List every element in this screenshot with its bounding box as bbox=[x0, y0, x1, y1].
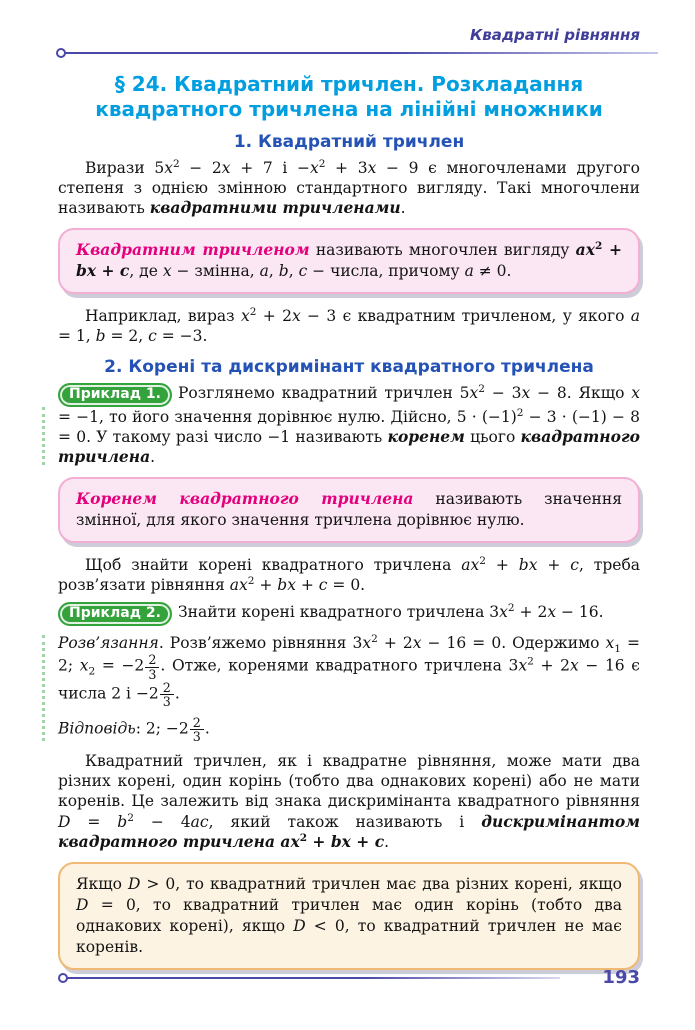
example-note-paragraph: Наприклад, вираз $x^2 + 2x - 3$ є квадратним тричленом, у якого a = 1, b = 2, c = −3. bbox=[58, 306, 640, 346]
definition-box-quadratic-trinomial bbox=[58, 228, 640, 294]
section-2-heading: 2. Корені та дискримінант квадратного тричлена bbox=[104, 356, 594, 377]
answer-paragraph: Відповідь: 2; −2 $\frac{2}{3}$ . bbox=[58, 714, 210, 744]
example-1-text: Розглянемо квадратний тричлен $5x^2 - 3x - 8$. Якщо x = −1, то його значення дорівнює нулю. Дійсно, $5 \cdot (-1)^2 - 3 \cdot (-1) - 8 = 0$. У такому разі число −1 називають коренем цього квадратного тричлена. bbox=[58, 382, 641, 467]
example-2-task bbox=[58, 602, 640, 627]
header-rule-line bbox=[64, 52, 658, 54]
dotted-guide-line bbox=[42, 635, 45, 741]
example-2-solution-block bbox=[58, 633, 640, 743]
header-rule bbox=[56, 48, 640, 58]
solution-paragraph: Розв’язання. Розв’яжемо рівняння $3x^2 + 2x - 16 = 0$. Одержимо $x_1 = 2$; $x_2 = -2$ $\frac{2}{3}$ . Отже, коренями квадратного тричлена $3x^2 + 2x - 16$ є числа 2 і −2 $\frac{2}{3}$ . bbox=[58, 632, 641, 710]
section-1-heading: 1. Квадратний тричлен bbox=[233, 132, 465, 152]
example-1-paragraph bbox=[58, 383, 640, 468]
definition-text: Квадратним тричленом називають многочлен вигляду $ax^2$ + bx + c, де x − змінна, a, b, c − числа, причому a ≠ 0. bbox=[76, 240, 622, 281]
page-number: 193 bbox=[602, 967, 640, 988]
definition-text: Коренем квадратного тричлена називають значення змінної, для якого значення тричлена дорівнює нулю. bbox=[76, 489, 623, 530]
example-1 bbox=[58, 383, 640, 468]
example-1-badge: Приклад 1. bbox=[58, 383, 172, 408]
page-footer bbox=[58, 967, 640, 988]
method-paragraph: Щоб знайти корені квадратного тричлена $ax^2$ + bx + c, треба розв’язати рівняння $ax^2$ + bx + c = 0. bbox=[58, 555, 641, 595]
page-title: § 24. Квадратний тричлен. Розкладання квадратного тричлена на лінійні множники bbox=[95, 72, 603, 121]
definition-box-root bbox=[58, 477, 640, 543]
footer-rule-line bbox=[66, 977, 560, 979]
example-2 bbox=[58, 602, 640, 744]
example-2-task-text: Знайти корені квадратного тричлена $3x^2 + 2x - 16$. bbox=[178, 601, 604, 621]
example-2-badge: Приклад 2. bbox=[58, 602, 172, 627]
circle-endpoint-icon bbox=[56, 48, 66, 58]
discriminant-paragraph: Квадратний тричлен, як і квадратне рівняння, може мати два різних корені, один корінь (тобто два однакових корені) або не мати коренів. Це залежить від знака дискримінанта квадратного рівняння $D = b^2 - 4ac$, який також називають і дискримінантом квадратного тричлена $ax^2$ + bx + c. bbox=[58, 752, 641, 851]
intro-paragraph: Вирази $5x^2 - 2x + 7$ $і -x^2 + 3x - 9$ є многочленами другого степеня з однією змінною стандартного вигляду. Такі многочлени називають квадратними тричленами. bbox=[58, 157, 640, 218]
dotted-guide-line bbox=[42, 407, 45, 466]
running-head: Квадратні рівняння bbox=[470, 26, 640, 44]
discriminant-rule-box bbox=[58, 862, 640, 970]
rule-text: Якщо D > 0, то квадратний тричлен має два різних корені, якщо D = 0, то квадратний тричлен має один корінь (тобто два однакових корені), якщо D < 0, то квадратний тричлен не має коренів. bbox=[76, 874, 622, 956]
